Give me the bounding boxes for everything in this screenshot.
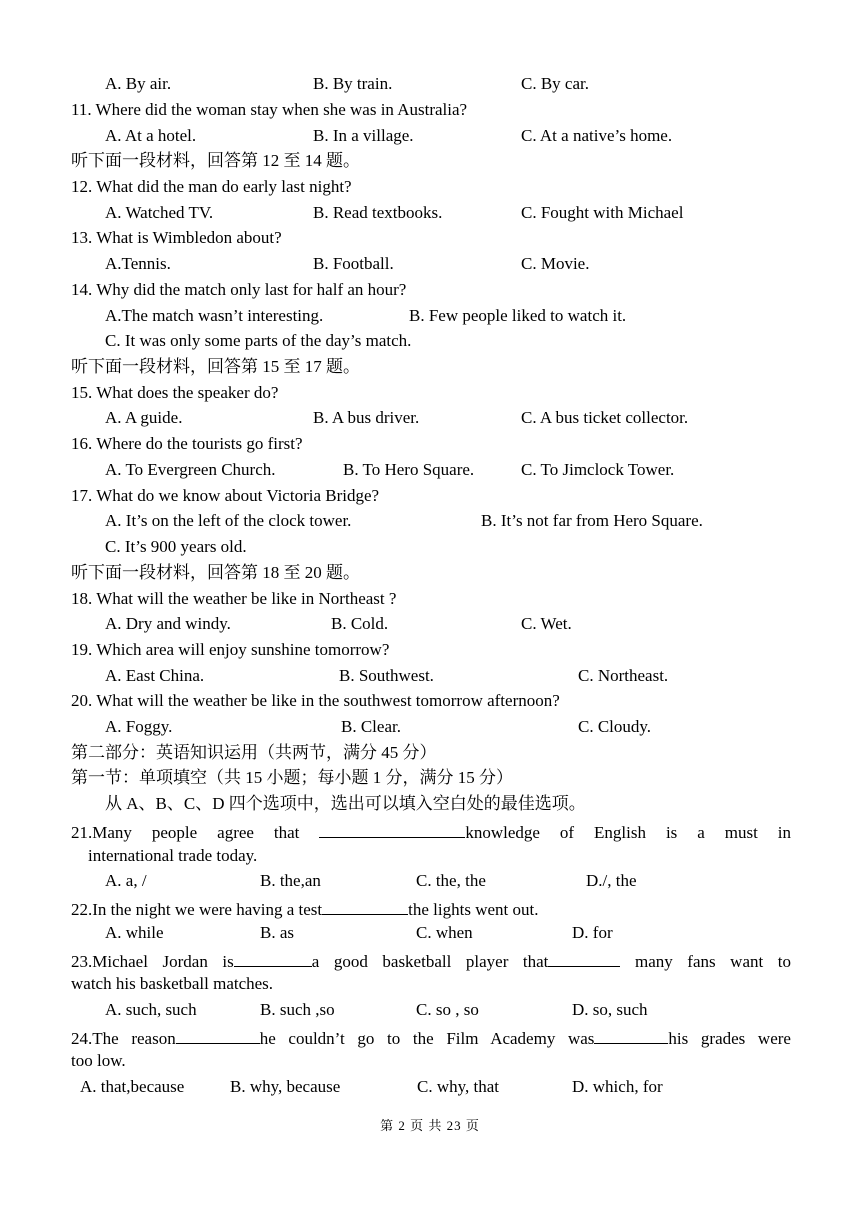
option-a: A. A guide. bbox=[105, 408, 183, 427]
question-23 bbox=[71, 949, 791, 969]
q21-text-start: 21.Many people agree that bbox=[71, 823, 300, 842]
question-13: 13. What is Wimbledon about? bbox=[71, 228, 282, 247]
q24-text-middle: he couldn’t go to the Film Academy was bbox=[259, 1029, 595, 1048]
option-c: C. By car. bbox=[521, 74, 589, 93]
question-16: 16. Where do the tourists go first? bbox=[71, 434, 303, 453]
option-b: B. Football. bbox=[313, 254, 394, 273]
option-a: A.The match wasn’t interesting. bbox=[105, 306, 324, 325]
option-d: D. which, for bbox=[572, 1077, 663, 1096]
option-b: B. Read textbooks. bbox=[313, 203, 443, 222]
q14-option-c: C. It was only some parts of the day’s match. bbox=[105, 331, 412, 350]
option-b: B. as bbox=[260, 923, 294, 942]
option-a: A. It’s on the left of the clock tower. bbox=[105, 511, 352, 530]
question-17: 17. What do we know about Victoria Bridge? bbox=[71, 486, 380, 505]
option-b: B. To Hero Square. bbox=[343, 460, 475, 479]
answer-blank bbox=[176, 1026, 260, 1044]
option-b: B. why, because bbox=[230, 1077, 341, 1096]
q23-text-start: 23.Michael Jordan is bbox=[71, 952, 234, 971]
question-14: 14. Why did the match only last for half an hour? bbox=[71, 280, 407, 299]
section-one-heading: 第一节：单项填空（共 15 小题；每小题 1 分，满分 15 分） bbox=[71, 768, 513, 787]
page-footer: 第 2 页 共 23 页 bbox=[380, 1118, 480, 1133]
q22-text-end: the lights went out. bbox=[408, 900, 539, 919]
option-b: B. the,an bbox=[260, 871, 321, 890]
part-two-heading: 第二部分：英语知识运用（共两节，满分 45 分） bbox=[71, 743, 437, 762]
question-24 bbox=[71, 1026, 791, 1046]
option-a: A. Foggy. bbox=[105, 717, 173, 736]
q17-option-c: C. It’s 900 years old. bbox=[105, 537, 247, 556]
option-a: A. that,because bbox=[80, 1077, 185, 1096]
option-b: B. It’s not far from Hero Square. bbox=[481, 511, 703, 530]
option-a: A. a, / bbox=[105, 871, 147, 890]
option-b: B. Clear. bbox=[341, 717, 401, 736]
option-b: B. such ,so bbox=[260, 1000, 335, 1019]
question-11: 11. Where did the woman stay when she was in Australia? bbox=[71, 100, 468, 119]
option-a: A. Dry and windy. bbox=[105, 614, 231, 633]
option-c: C. Cloudy. bbox=[578, 717, 652, 736]
option-b: B. By train. bbox=[313, 74, 393, 93]
option-b: B. Few people liked to watch it. bbox=[409, 306, 627, 325]
option-b: B. A bus driver. bbox=[313, 408, 420, 427]
option-d: D. so, such bbox=[572, 1000, 648, 1019]
option-a: A. while bbox=[105, 923, 164, 942]
section-instruction: 听下面一段材料，回答第 15 至 17 题。 bbox=[71, 357, 360, 376]
option-c: C. Northeast. bbox=[578, 666, 669, 685]
option-c: C. the, the bbox=[416, 871, 486, 890]
answer-blank bbox=[319, 820, 465, 838]
option-a: A. By air. bbox=[105, 74, 172, 93]
option-c: C. why, that bbox=[417, 1077, 500, 1096]
section-instruction: 听下面一段材料，回答第 18 至 20 题。 bbox=[71, 563, 360, 582]
option-b: B. In a village. bbox=[313, 126, 414, 145]
option-a: A. East China. bbox=[105, 666, 205, 685]
q24-text-end: his grades were bbox=[668, 1029, 791, 1048]
option-a: A. To Evergreen Church. bbox=[105, 460, 276, 479]
option-c: C. when bbox=[416, 923, 473, 942]
question-12: 12. What did the man do early last night? bbox=[71, 177, 352, 196]
section-instruction: 听下面一段材料，回答第 12 至 14 题。 bbox=[71, 151, 360, 170]
q22-text-start: 22.In the night we were having a test bbox=[71, 900, 323, 919]
option-d: D. for bbox=[572, 923, 613, 942]
option-a: A. Watched TV. bbox=[105, 203, 214, 222]
option-d: D./, the bbox=[586, 871, 637, 890]
section-one-instruction: 从 A、B、C、D 四个选项中，选出可以填入空白处的最佳选项。 bbox=[105, 794, 586, 813]
option-c: C. To Jimclock Tower. bbox=[521, 460, 675, 479]
q23-text-end: many fans want to bbox=[634, 952, 792, 971]
option-c: C. so , so bbox=[416, 1000, 479, 1019]
option-c: C. Movie. bbox=[521, 254, 590, 273]
option-c: C. Wet. bbox=[521, 614, 572, 633]
option-a: A. such, such bbox=[105, 1000, 197, 1019]
option-a: A. At a hotel. bbox=[105, 126, 197, 145]
option-c: C. At a native’s home. bbox=[521, 126, 673, 145]
question-21 bbox=[71, 820, 791, 840]
option-b: B. Southwest. bbox=[339, 666, 434, 685]
option-c: C. Fought with Michael bbox=[521, 203, 684, 222]
question-19: 19. Which area will enjoy sunshine tomorrow? bbox=[71, 640, 390, 659]
option-a: A.Tennis. bbox=[105, 254, 171, 273]
option-b: B. Cold. bbox=[331, 614, 389, 633]
question-18: 18. What will the weather be like in Northeast ? bbox=[71, 589, 397, 608]
question-20: 20. What will the weather be like in the southwest tomorrow afternoon? bbox=[71, 691, 560, 710]
q24-text-start: 24.The reason bbox=[71, 1029, 176, 1048]
question-22 bbox=[71, 897, 538, 917]
question-15: 15. What does the speaker do? bbox=[71, 383, 279, 402]
option-c: C. A bus ticket collector. bbox=[521, 408, 689, 427]
answer-blank bbox=[594, 1026, 668, 1044]
q21-text-end: knowledge of English is a must in bbox=[465, 823, 792, 842]
q24-continuation: too low. bbox=[71, 1051, 126, 1070]
answer-blank bbox=[322, 897, 408, 915]
q23-text-middle: a good basketball player that bbox=[311, 952, 549, 971]
answer-blank bbox=[548, 949, 620, 967]
q21-continuation: international trade today. bbox=[88, 846, 258, 865]
q23-continuation: watch his basketball matches. bbox=[71, 974, 274, 993]
answer-blank bbox=[234, 949, 312, 967]
